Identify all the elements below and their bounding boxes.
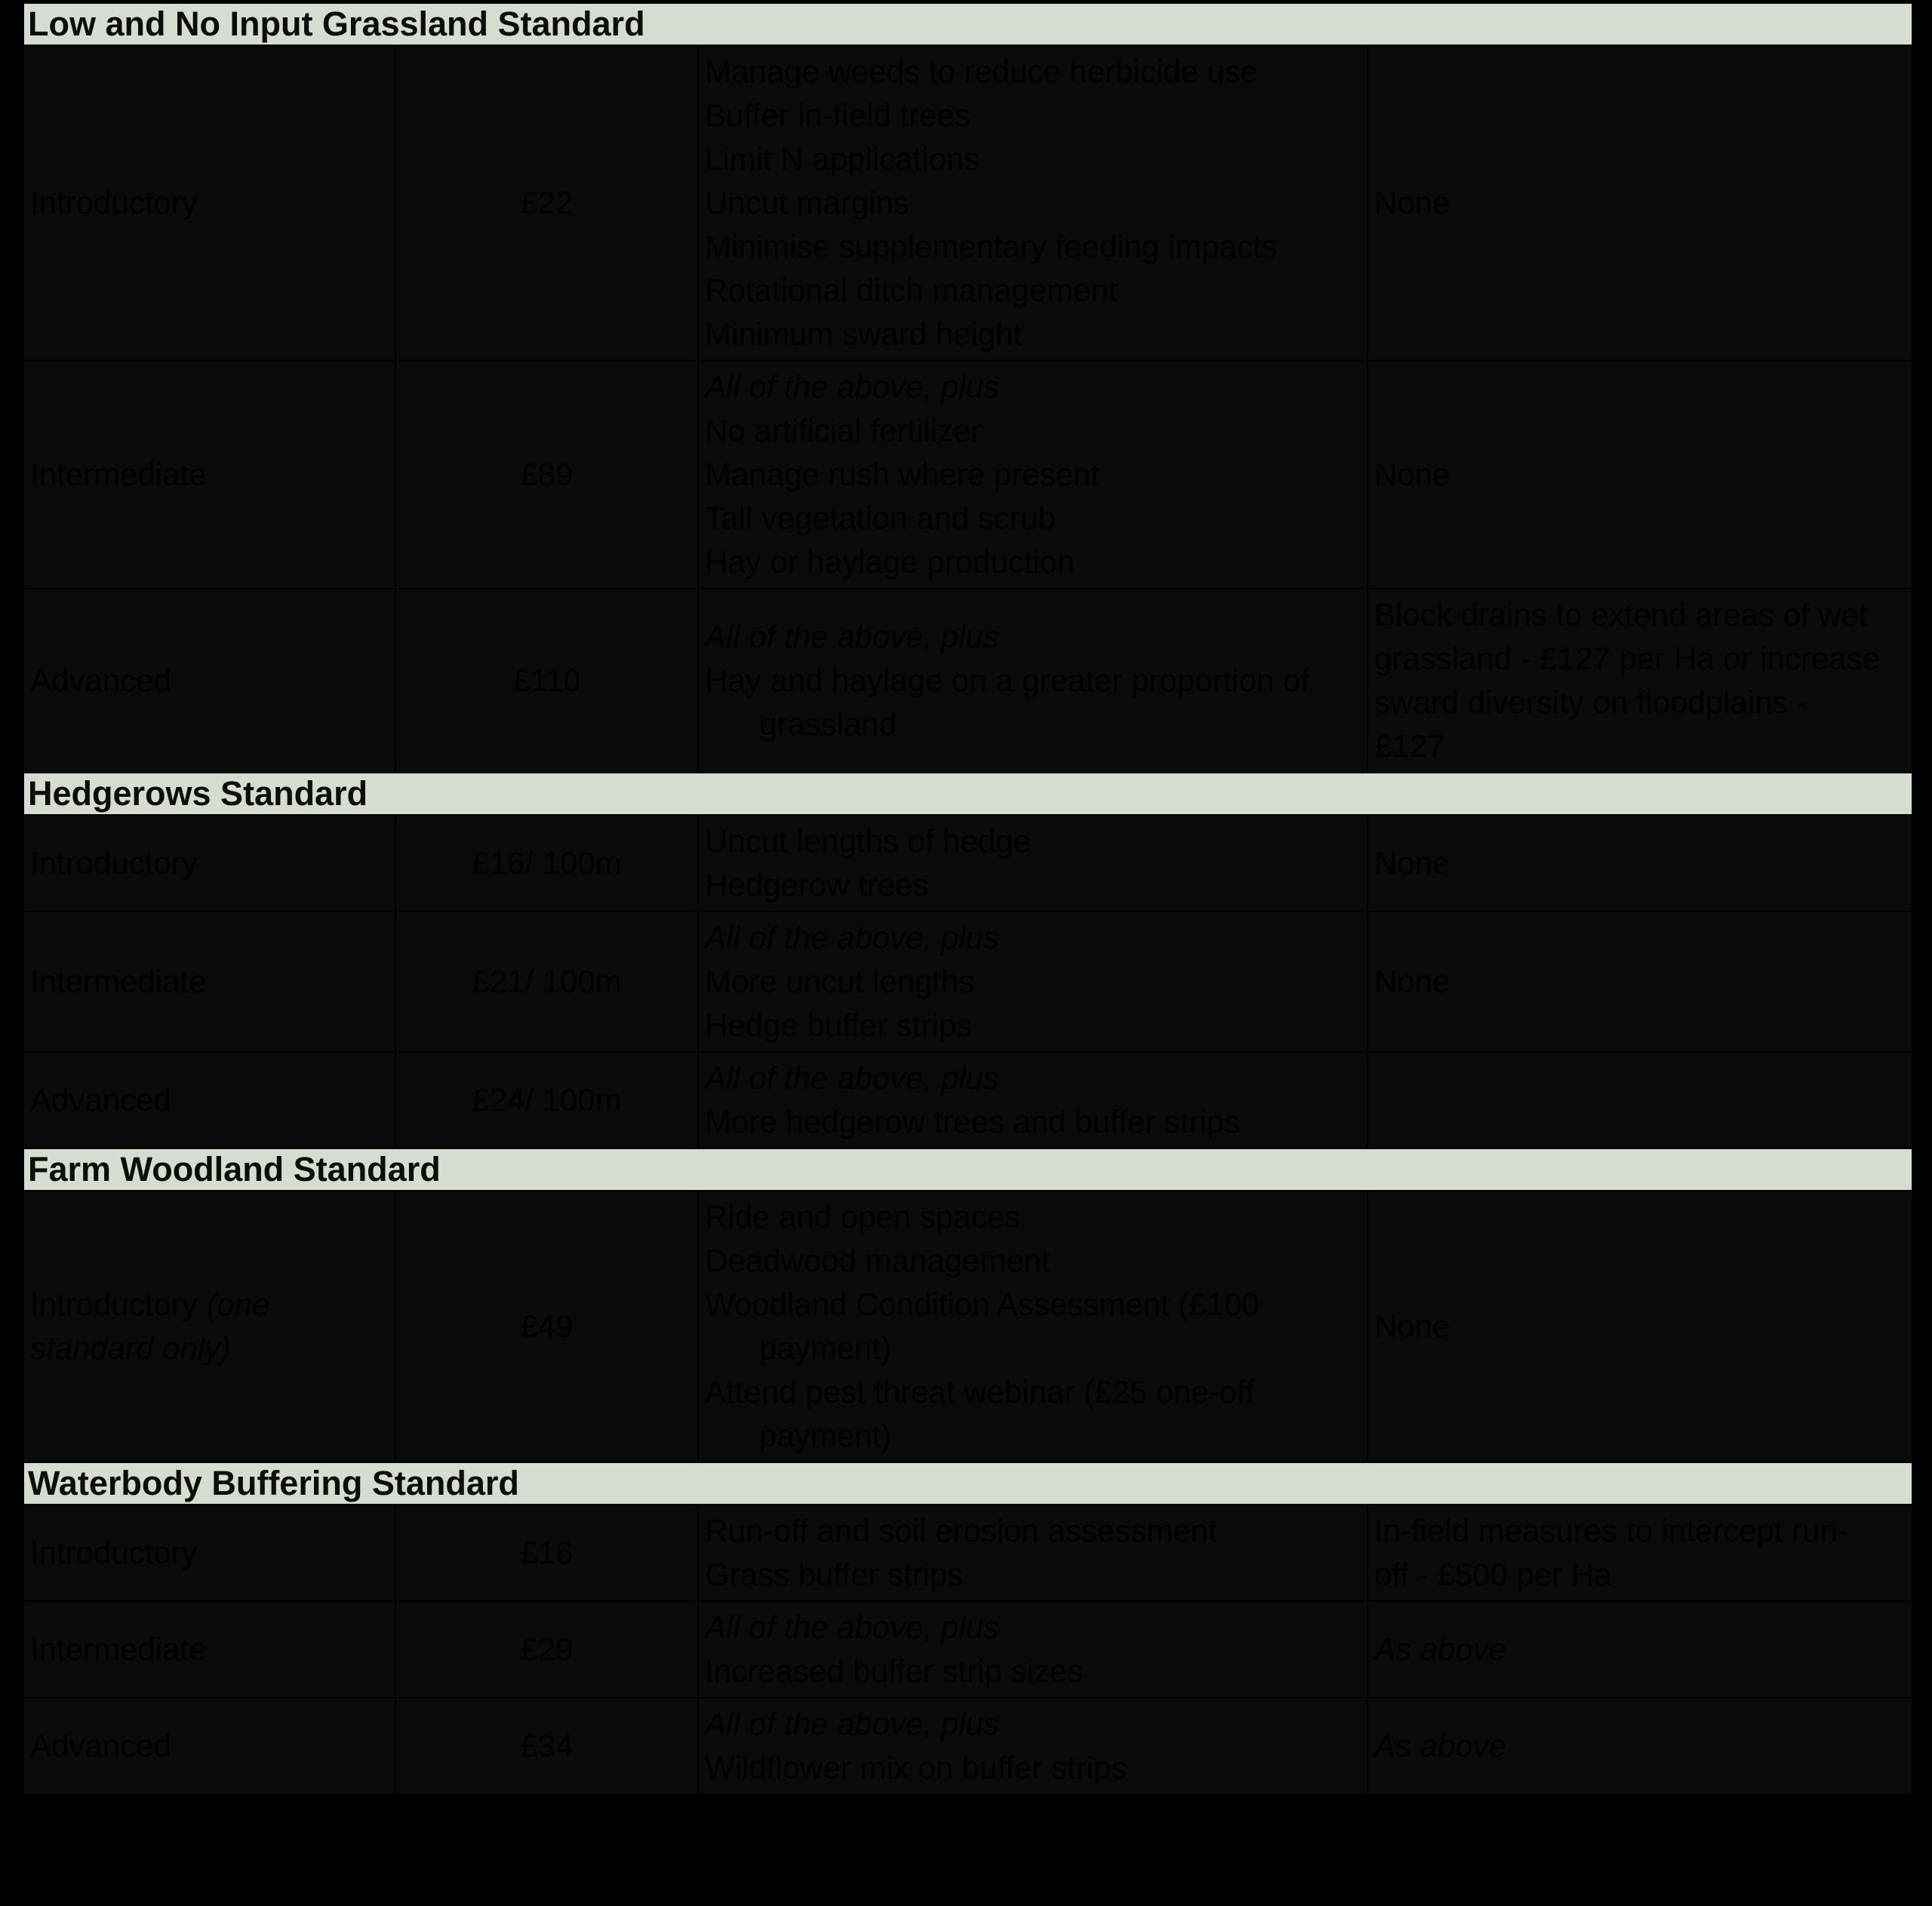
actions-cell: [698, 1505, 1367, 1601]
action-line: [705, 540, 1361, 584]
additional-line: [1374, 1553, 1906, 1597]
action-line: [705, 496, 1361, 540]
standard-row: [23, 361, 1912, 589]
action-line: [705, 1702, 1361, 1746]
text-run: Uncut margins: [705, 185, 909, 220]
action-line: [705, 615, 1361, 659]
text-run: None: [1374, 964, 1451, 999]
action-line: [705, 181, 1361, 225]
text-run: Grass buffer strips: [705, 1557, 964, 1592]
text-run: grassland: [759, 706, 897, 742]
standard-row: [23, 1052, 1912, 1148]
actions-cell: [698, 815, 1367, 911]
action-line: [705, 409, 1361, 453]
text-run: Advanced: [30, 1082, 171, 1117]
additional-line: [1374, 593, 1906, 637]
additional-line: [1374, 637, 1906, 681]
text-run: grassland - £127 per Ha: [1374, 641, 1724, 676]
standards-table-body: [23, 3, 1912, 1794]
text-run: None: [1374, 1308, 1451, 1344]
italic-text-run: All of the above, plus: [705, 1609, 999, 1645]
additional-payment-cell: [1367, 361, 1912, 589]
payment-cell: £89: [395, 361, 698, 589]
payment-cell: £16/ 100m: [395, 815, 698, 911]
text-run: Hay or haylage production: [705, 544, 1075, 579]
action-line: [705, 312, 1361, 356]
standard-row: [23, 815, 1912, 911]
text-run: Increased buffer strip sizes: [705, 1653, 1084, 1689]
additional-payment-cell: [1367, 1601, 1912, 1698]
payment-cell: £24/ 100m: [395, 1052, 698, 1148]
section-title: Farm Woodland Standard: [23, 1148, 1912, 1191]
action-line: [705, 225, 1361, 269]
italic-text-run: As above: [1374, 1728, 1507, 1763]
additional-payment-cell: [1367, 1052, 1912, 1148]
text-run: Deadwood management: [705, 1243, 1051, 1278]
text-run: None: [1374, 845, 1451, 881]
action-line: [705, 1327, 1361, 1370]
level-cell: [23, 911, 395, 1052]
text-run: Block drains to extend areas of wet: [1374, 597, 1868, 632]
action-line: [705, 50, 1361, 94]
text-run: Woodland Condition Assessment (£100: [705, 1287, 1260, 1322]
action-line: [705, 863, 1361, 907]
actions-cell: [698, 1052, 1367, 1148]
additional-line: [1374, 181, 1906, 225]
text-run: Limit N applications: [705, 141, 980, 177]
level-cell: [23, 1601, 395, 1698]
text-run: Intermediate: [30, 964, 207, 999]
level-cell: [23, 45, 395, 361]
additional-line: [1374, 1724, 1906, 1768]
additional-payment-cell: [1367, 815, 1912, 911]
level-line: [30, 1531, 389, 1575]
section-header-row: [23, 3, 1912, 45]
level-line: [30, 1628, 389, 1671]
payment-cell: £29: [395, 1601, 698, 1698]
payment-cell: £49: [395, 1191, 698, 1462]
level-line: [30, 1327, 389, 1370]
text-run: Advanced: [30, 1728, 171, 1763]
action-line: [705, 1370, 1361, 1414]
actions-cell: [698, 1698, 1367, 1794]
actions-cell: [698, 589, 1367, 773]
level-line: [30, 841, 389, 885]
payment-cell: £34: [395, 1698, 698, 1794]
action-line: [705, 1606, 1361, 1649]
section-header-row: [23, 1462, 1912, 1505]
text-run: Intermediate: [30, 1631, 207, 1667]
text-run: Uncut lengths of hedge: [705, 823, 1031, 859]
text-run: No artificial fertilizer: [705, 413, 982, 448]
text-run: Introductory: [30, 1287, 207, 1322]
text-run: None: [1374, 185, 1451, 220]
section-title: Waterbody Buffering Standard: [23, 1462, 1912, 1505]
additional-payment-cell: [1367, 1698, 1912, 1794]
italic-text-run: (one: [206, 1287, 270, 1322]
additional-line: [1374, 453, 1906, 496]
standard-row: [23, 589, 1912, 773]
action-line: [705, 1239, 1361, 1283]
action-line: [705, 819, 1361, 863]
text-run: off - £500 per Ha: [1374, 1557, 1612, 1592]
text-run: increase: [1751, 641, 1881, 676]
text-run: Manage rush where present: [705, 457, 1100, 492]
level-cell: [23, 361, 395, 589]
action-line: [705, 1649, 1361, 1693]
italic-text-run: All of the above, plus: [705, 920, 999, 955]
italic-text-run: or: [1723, 641, 1752, 676]
actions-cell: [698, 361, 1367, 589]
action-line: [705, 702, 1361, 746]
standard-row: [23, 1505, 1912, 1601]
standard-row: [23, 1601, 1912, 1698]
actions-cell: [698, 911, 1367, 1052]
text-run: payment): [759, 1418, 892, 1453]
payment-cell: £22: [395, 45, 698, 361]
additional-line: [1374, 960, 1906, 1004]
level-cell: [23, 1191, 395, 1462]
level-line: [30, 1724, 389, 1768]
standard-row: [23, 911, 1912, 1052]
level-cell: [23, 589, 395, 773]
level-line: [30, 1283, 389, 1327]
additional-line: [1374, 681, 1906, 724]
section-header-row: [23, 1148, 1912, 1191]
actions-cell: [698, 1191, 1367, 1462]
level-cell: [23, 815, 395, 911]
section-header-row: [23, 773, 1912, 815]
text-run: £127: [1374, 728, 1445, 764]
level-line: [30, 1078, 389, 1122]
text-run: Hay and haylage on a greater proportion of: [705, 662, 1309, 698]
action-line: [705, 1195, 1361, 1239]
additional-line: [1374, 841, 1906, 885]
action-line: [705, 960, 1361, 1004]
level-cell: [23, 1052, 395, 1148]
text-run: More uncut lengths: [705, 964, 975, 999]
action-line: [705, 1553, 1361, 1597]
italic-text-run: All of the above, plus: [705, 619, 999, 654]
text-run: Minimum sward height: [705, 316, 1023, 352]
action-line: [705, 269, 1361, 312]
text-run: Run-off and soil erosion assessment: [705, 1513, 1217, 1548]
action-line: [705, 1056, 1361, 1100]
text-run: Hedgerow trees: [705, 867, 929, 902]
text-run: Attend pest threat webinar (£25 one-off: [705, 1374, 1254, 1410]
standard-row: [23, 45, 1912, 361]
text-run: Minimise supplementary feeding impacts: [705, 229, 1278, 264]
actions-cell: [698, 45, 1367, 361]
text-run: payment): [759, 1330, 892, 1366]
payment-cell: £16: [395, 1505, 698, 1601]
additional-payment-cell: [1367, 589, 1912, 773]
italic-text-run: All of the above, plus: [705, 1706, 999, 1742]
italic-text-run: All of the above, plus: [705, 369, 999, 404]
action-line: [705, 1100, 1361, 1144]
standard-row: [23, 1191, 1912, 1462]
level-line: [30, 960, 389, 1004]
additional-line: [1374, 1509, 1906, 1553]
text-run: Intermediate: [30, 457, 207, 492]
text-run: Introductory: [30, 845, 198, 881]
text-run: In-field measures to intercept run-: [1374, 1513, 1848, 1548]
action-line: [705, 1283, 1361, 1327]
section-title: Low and No Input Grassland Standard: [23, 3, 1912, 45]
level-line: [30, 659, 389, 702]
italic-text-run: All of the above, plus: [705, 1060, 999, 1096]
action-line: [705, 453, 1361, 496]
additional-line: [1374, 1305, 1906, 1348]
text-run: Advanced: [30, 662, 171, 698]
text-run: More hedgerow trees and buffer strips: [705, 1104, 1240, 1139]
text-run: Rotational ditch management: [705, 272, 1118, 308]
text-run: Introductory: [30, 1535, 198, 1570]
standard-row: [23, 1698, 1912, 1794]
level-line: [30, 453, 389, 496]
text-run: Ride and open spaces: [705, 1199, 1020, 1234]
payment-cell: £21/ 100m: [395, 911, 698, 1052]
text-run: Tall vegetation and scrub: [705, 500, 1056, 536]
payment-cell: £110: [395, 589, 698, 773]
text-run: Manage weeds to reduce herbicide use: [705, 54, 1259, 89]
action-line: [705, 1414, 1361, 1458]
action-line: [705, 1509, 1361, 1553]
additional-line: [1374, 1628, 1906, 1671]
additional-payment-cell: [1367, 1191, 1912, 1462]
text-run: Hedge buffer strips: [705, 1007, 973, 1043]
action-line: [705, 916, 1361, 960]
action-line: [705, 1746, 1361, 1790]
additional-line: [1374, 724, 1906, 768]
action-line: [705, 365, 1361, 409]
action-line: [705, 94, 1361, 137]
action-line: [705, 1004, 1361, 1047]
additional-payment-cell: [1367, 911, 1912, 1052]
action-line: [705, 137, 1361, 181]
level-line: [30, 181, 389, 225]
additional-payment-cell: [1367, 1505, 1912, 1601]
action-line: [705, 659, 1361, 702]
text-run: Introductory: [30, 185, 198, 220]
level-cell: [23, 1698, 395, 1794]
italic-text-run: As above: [1374, 1631, 1507, 1667]
standards-table: [23, 2, 1913, 1795]
text-run: None: [1374, 457, 1451, 492]
level-cell: [23, 1505, 395, 1601]
actions-cell: [698, 1601, 1367, 1698]
text-run: Buffer in-field trees: [705, 97, 971, 133]
section-title: Hedgerows Standard: [23, 773, 1912, 815]
text-run: Wildflower mix on buffer strips: [705, 1750, 1128, 1785]
italic-text-run: standard only): [30, 1330, 232, 1366]
additional-payment-cell: [1367, 45, 1912, 361]
text-run: sward diversity on floodplains -: [1374, 684, 1808, 720]
